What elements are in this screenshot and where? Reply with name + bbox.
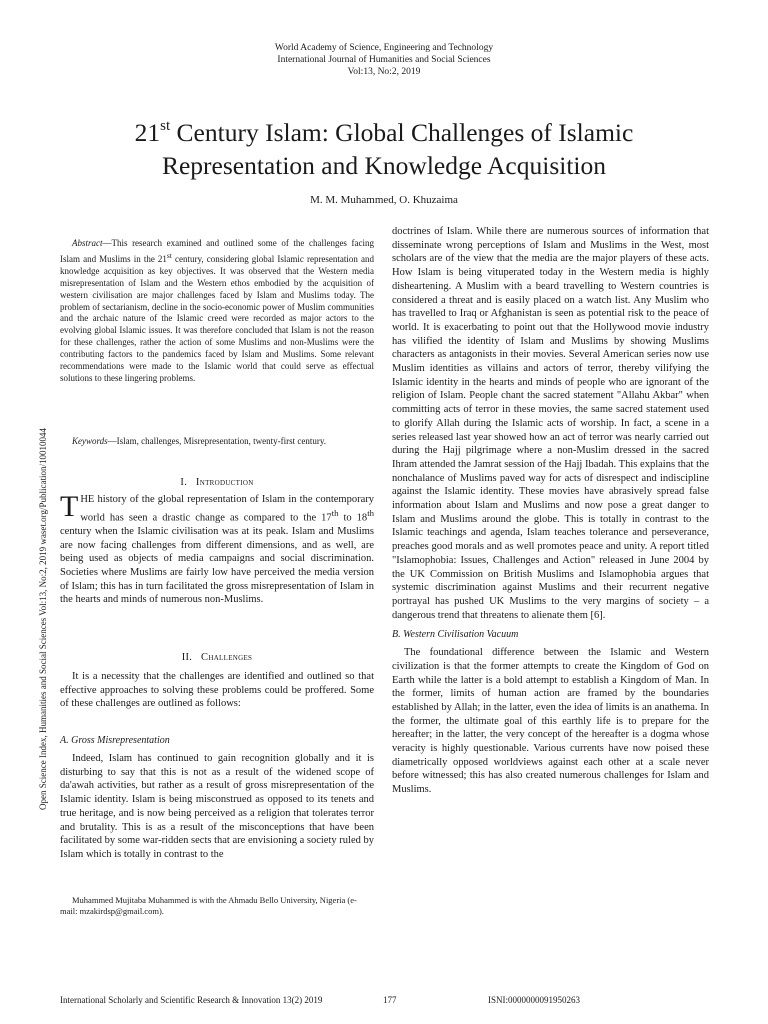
title-line-1-text: Century Islam: Global Challenges of Islamic xyxy=(170,118,634,147)
subsection-a-text: Indeed, Islam has continued to gain recognition globally and it is disturbing to say that this is not as a result of the widened scope of da'awah activities, but rather as a result of gross misrepresentation of the Islamic identity. Islam is being misconstrued as opposed to its tenets and true heritage, and is now being perceived as a religion that tolerates terror and brutality. This is as a result of the misconceptions that have been facilitated by some war-ridden sects that are envisioning a society ruled by Islam which is totally in contrast to the xyxy=(60,753,374,860)
introduction-heading xyxy=(60,476,374,490)
right-paragraph-1: doctrines of Islam. While there are numerous sources of information that disseminate wrong perceptions of Islam and Muslims in the West, most scholars are of the view that the media are the major players of these acts. How Islam is being vituperated today in the Western media is highly disheartening. A Muslim with a beard travelling to Western countries is considered a threat and is easily placed on a watch list. Any Muslim who has travelled to Iraq or Afghanistan is seen as potential risk to the peace of world. It is exacerbating to point out that the Hollywood movie industry has vilified the identity of Islam and Muslims by showing Muslims characters as antagonists in their movies. Several American series now use Muslim identities as villains and actors of terror, thereby vilifying the Islamic identity in the hearts and minds of people who are ignorant of the religion of Islam. People chant the sacred statement "Allahu Akbar" when committing acts of terror in these movies, the same sacred statement used to glorify Allah during the Islamic acts of worship. In fact, a scene in a series released last year showed how an act of terror was nearly carried out during the Hajj pilgrimage where a non-Muslim dressed in the sacred Ihram attended the Jamrat session of the Hajj Ibadah. This explains that the nonchalance of Muslims paved way for acts of disrespect and indiscipline against the Islamic identity. These movies have abrasively spread false information about Islam and Muslims and now pose a great danger to Islam and Muslims around the globe. This is totally in contrast to the Islamic teachings and agenda, Islam teaches tolerance and perseverance, preaches good morals and as well promotes peace and unity. A report titled "Islamophobia: Issues, Challenges and Action" released in June 2004 by the UK Commission on British Muslims and Islamophobia argues that systemic discrimination against Muslims and their recurrent negative portrayal has pushed UK Muslims to the very margins of society – a dangerous trend that threatens to alienate them [6]. xyxy=(392,226,709,621)
subsection-a-body xyxy=(60,752,374,862)
introduction-body xyxy=(60,490,374,607)
challenges-intro-text: It is a necessity that the challenges are identified and outlined so that effective approaches to solving these problems could be proffered. Some of these challenges are outlined as follows: xyxy=(60,671,374,710)
footer-page-number: 177 xyxy=(383,995,397,1005)
journal-header xyxy=(0,42,768,78)
paper-title xyxy=(40,116,728,182)
introduction-title: Introduction xyxy=(195,477,254,488)
authors: M. M. Muhammed, O. Khuzaima xyxy=(310,194,458,206)
subsection-a-heading: A. Gross Misrepresentation xyxy=(60,735,170,746)
introduction-superscript-1: th xyxy=(331,507,339,518)
right-column xyxy=(392,225,709,797)
footer-isni: ISNI:0000000091950263 xyxy=(488,995,580,1005)
abstract xyxy=(60,238,374,385)
challenges-numeral: II. xyxy=(181,652,193,663)
title-superscript: st xyxy=(160,118,171,134)
journal-volume-line: Vol:13, No:2, 2019 xyxy=(347,67,421,77)
journal-academy-line: World Academy of Science, Engineering and Technology xyxy=(274,43,494,53)
subsection-b-heading: B. Western Civilisation Vacuum xyxy=(392,629,519,641)
side-note: Open Science Index, Humanities and Social Sciences Vol:13, No:2, 2019 waset.org/Publication/10010044 xyxy=(38,428,48,810)
introduction-text-b: to 18 xyxy=(338,512,368,524)
keywords-dash: — xyxy=(107,436,117,446)
journal-name-line: International Journal of Humanities and Social Sciences xyxy=(277,55,491,65)
introduction-superscript-2: th xyxy=(367,507,374,518)
title-line-1 xyxy=(40,116,728,149)
abstract-label: Abstract xyxy=(72,238,103,248)
abstract-dash: — xyxy=(102,238,112,248)
abstract-text-a: This research examined and outlined some of the challenges facing Islam and Muslims in the 21 xyxy=(60,238,374,264)
abstract-superscript: st xyxy=(166,250,172,260)
keywords-label: Keywords xyxy=(72,436,108,446)
challenges-intro xyxy=(60,670,374,711)
subsection-b-text: The foundational difference between the Islamic and Western civilization is that the former attempts to create the Kingdom of God on Earth while the latter is a bold attempt to establish a Kingdom of Man. In the former, limits of human action are framed by the boundaries established by Allah; in the latter, even the idea of limits is an anathema. In the former, the ultimate goal of this earthly life is to prepare for the hereafter; in the latter, the very concept of the hereafter is a dogma whose veracity is highly questionable. Various currents have now poised these diametrically opposed worldviews against each other at a scale never before witnessed; this has also created numerous challenges for Islam and Muslims. xyxy=(392,647,709,796)
introduction-lead: HE xyxy=(80,494,95,505)
challenges-heading xyxy=(60,651,374,665)
title-number: 21 xyxy=(134,118,161,147)
footer-citation: International Scholarly and Scientific Research & Innovation 13(2) 2019 xyxy=(60,995,323,1005)
abstract-text-b: century, considering global Islamic representation and knowledge acquisition as key objectives. It was observed that the Western media misrepresentation of Islam and the Western ethos embodied by the acquisition of western civilisation are major challenges faced by Islam and Muslims today. The problem of sectarianism, decline in the socio-economic power of Muslim communities and the archaic nature of the Islamic creed were recorded as major actors to the evolving global Islamic issues. It was therefore concluded that Islam is not the reason for these challenges, rather the action of some Muslims and non-Muslims were the contributing factors to the pandemics faced by Islam and Muslims. Some relevant recommendations were made to the Islamic world that could serve as effectual solutions to these lingering problems. xyxy=(60,253,374,383)
introduction-text-a: history of the global representation of Islam in the contemporary world has seen a drastic change as compared to the 17 xyxy=(80,494,374,524)
introduction-numeral: I. xyxy=(180,477,188,488)
title-line-2: Representation and Knowledge Acquisition xyxy=(161,151,607,180)
introduction-text-c: century when the Islamic civilisation was at its peak. Islam and Muslims are now facing challenges from different dimensions, and as well, are being used as objects of media campaigns and social discrimination. Societies where Muslims are fairly low have perceived the media version of Islam; this has in turn facilitated the gross misrepresentation of Islam in the hearts and minds of numerous non-Muslims. xyxy=(60,525,374,606)
keywords-text: Islam, challenges, Misrepresentation, twenty-first century. xyxy=(116,436,327,446)
challenges-title: Challenges xyxy=(201,652,253,663)
footnote: Muhammed Mujitaba Muhammed is with the Ahmadu Bello University, Nigeria (e-mail: mzakirdsp@gmail.com). xyxy=(60,895,357,916)
introduction-dropcap: T xyxy=(60,490,79,523)
keywords xyxy=(60,436,374,448)
